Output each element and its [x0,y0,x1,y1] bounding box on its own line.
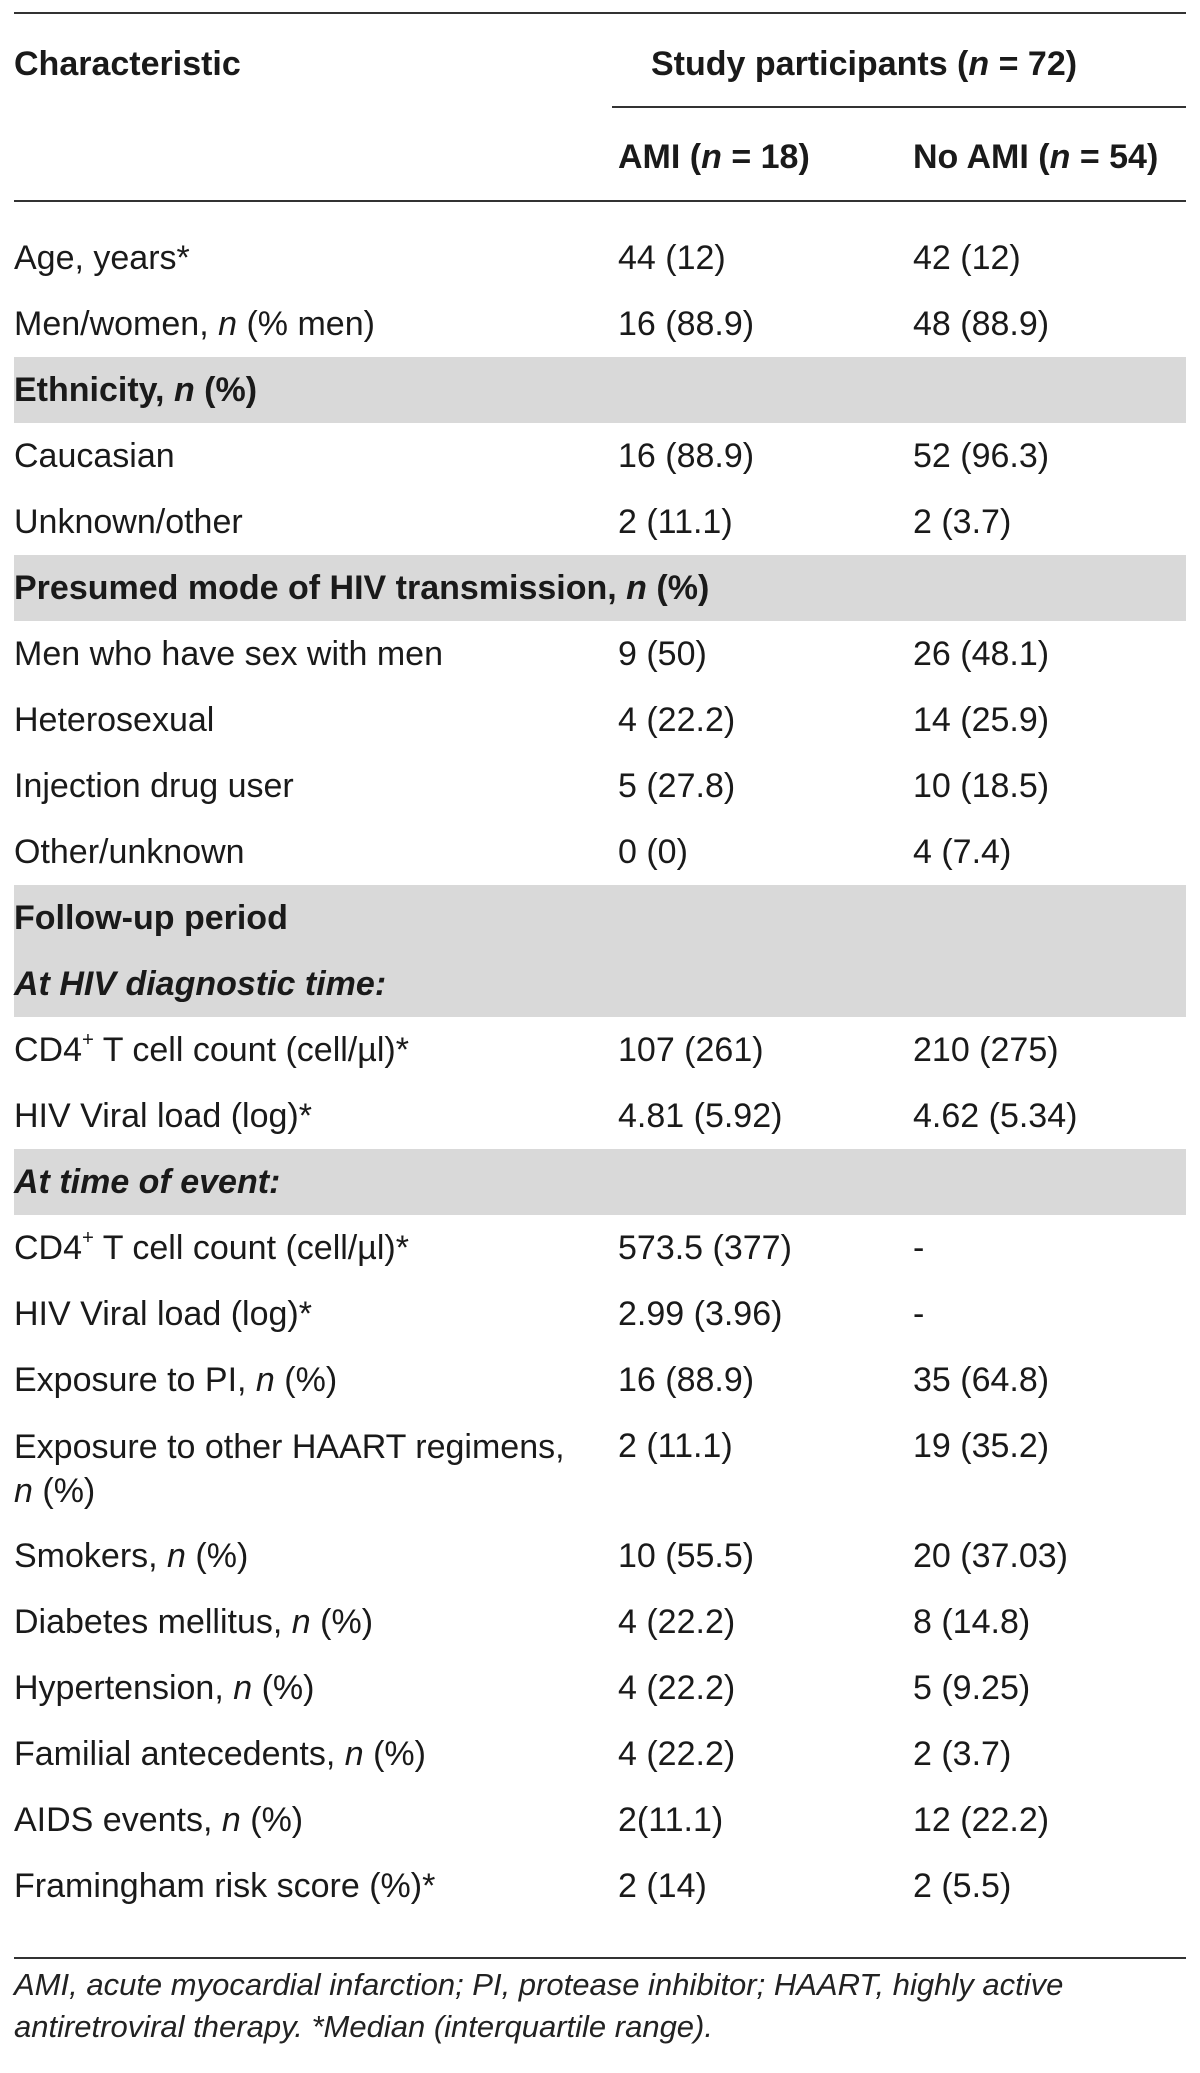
header-ami: AMI (n = 18) [618,138,810,176]
ami-value: 16 (88.9) [618,305,755,343]
row-label: Smokers, n (%) [14,1537,249,1575]
no-ami-value: - [913,1229,925,1267]
table-row [14,489,1186,555]
row-label: Heterosexual [14,701,215,739]
section-row [14,951,1186,1017]
ami-value: 4 (22.2) [618,1603,736,1641]
table-row [14,621,1186,687]
header-study-participants: Study participants (n = 72) [651,45,1078,83]
no-ami-value: 52 (96.3) [913,437,1050,475]
ami-value: 16 (88.9) [618,437,755,475]
section-label: At HIV diagnostic time: [14,965,387,1003]
ami-value: 0 (0) [618,833,688,871]
ami-value: 2.99 (3.96) [618,1295,783,1333]
row-label: Unknown/other [14,503,243,541]
ami-value: 5 (27.8) [618,767,736,805]
no-ami-value: 10 (18.5) [913,767,1050,805]
row-label: Hypertension, n (%) [14,1669,315,1707]
row-label: Exposure to other HAART regimens, n (%) [14,1428,565,1510]
section-row [14,357,1186,423]
table-row [14,753,1186,819]
section-label: Ethnicity, n (%) [14,371,258,409]
header-characteristic: Characteristic [14,45,241,83]
no-ami-value: 4.62 (5.34) [913,1097,1078,1135]
ami-value: 4 (22.2) [618,1735,736,1773]
table-row [14,1215,1186,1281]
row-label: Age, years* [14,239,190,277]
row-label: Men/women, n (% men) [14,305,375,343]
ami-value: 107 (261) [618,1031,764,1069]
no-ami-value: - [913,1295,925,1333]
section-row [14,1149,1186,1215]
top-rule [14,12,1186,14]
table-row [14,225,1186,291]
table-row [14,819,1186,885]
table-row [14,1347,1186,1413]
row-label: Men who have sex with men [14,635,443,673]
table-row [14,1721,1186,1787]
header-bottom-rule [14,200,1186,202]
table-row [14,1017,1186,1083]
no-ami-value: 2 (3.7) [913,1735,1012,1773]
row-label: Framingham risk score (%)* [14,1867,436,1905]
section-row [14,555,1186,621]
ami-value: 10 (55.5) [618,1537,755,1575]
table-row [14,1413,1186,1523]
table-row [14,1523,1186,1589]
no-ami-value: 20 (37.03) [913,1537,1068,1575]
row-label: Other/unknown [14,833,245,871]
header-no-ami: No AMI (n = 54) [913,138,1159,176]
no-ami-value: 2 (5.5) [913,1867,1012,1905]
header-group-rule [612,106,1186,108]
ami-value: 2(11.1) [618,1801,724,1839]
table-row [14,1589,1186,1655]
ami-value: 4 (22.2) [618,701,736,739]
no-ami-value: 8 (14.8) [913,1603,1031,1641]
ami-value: 573.5 (377) [618,1229,792,1267]
no-ami-value: 2 (3.7) [913,503,1012,541]
bottom-rule [14,1957,1186,1959]
no-ami-value: 5 (9.25) [913,1669,1031,1707]
section-label: At time of event: [14,1163,281,1201]
table-row [14,1787,1186,1853]
table-row [14,1083,1186,1149]
ami-value: 9 (50) [618,635,707,673]
row-label: CD4+ T cell count (cell/µl)* [14,1226,409,1267]
table-row [14,687,1186,753]
no-ami-value: 4 (7.4) [913,833,1012,871]
no-ami-value: 48 (88.9) [913,305,1050,343]
row-label: HIV Viral load (log)* [14,1097,312,1135]
no-ami-value: 42 (12) [913,239,1021,277]
row-label: CD4+ T cell count (cell/µl)* [14,1028,409,1069]
section-label: Follow-up period [14,899,288,937]
ami-value: 16 (88.9) [618,1361,755,1399]
no-ami-value: 19 (35.2) [913,1427,1050,1465]
table-row [14,291,1186,357]
row-label: Exposure to PI, n (%) [14,1361,338,1399]
row-label: HIV Viral load (log)* [14,1295,312,1333]
row-label: Caucasian [14,437,175,475]
ami-value: 2 (14) [618,1867,707,1905]
table-row [14,423,1186,489]
table-footnote: AMI, acute myocardial infarction; PI, protease inhibitor; HAART, highly active antiretroviral therapy. *Median (interquartile range). [14,1967,1064,2044]
ami-value: 44 (12) [618,239,726,277]
ami-value: 2 (11.1) [618,503,733,541]
row-label: Diabetes mellitus, n (%) [14,1603,374,1641]
row-label: Injection drug user [14,767,294,805]
no-ami-value: 12 (22.2) [913,1801,1050,1839]
ami-value: 2 (11.1) [618,1427,733,1465]
ami-value: 4 (22.2) [618,1669,736,1707]
section-row [14,885,1186,951]
row-label: AIDS events, n (%) [14,1801,304,1839]
no-ami-value: 14 (25.9) [913,701,1050,739]
no-ami-value: 35 (64.8) [913,1361,1050,1399]
row-label: Familial antecedents, n (%) [14,1735,426,1773]
table-row [14,1281,1186,1347]
section-label: Presumed mode of HIV transmission, n (%) [14,569,710,607]
table-row [14,1655,1186,1721]
ami-value: 4.81 (5.92) [618,1097,783,1135]
table-row [14,1853,1186,1919]
no-ami-value: 210 (275) [913,1031,1059,1069]
no-ami-value: 26 (48.1) [913,635,1050,673]
